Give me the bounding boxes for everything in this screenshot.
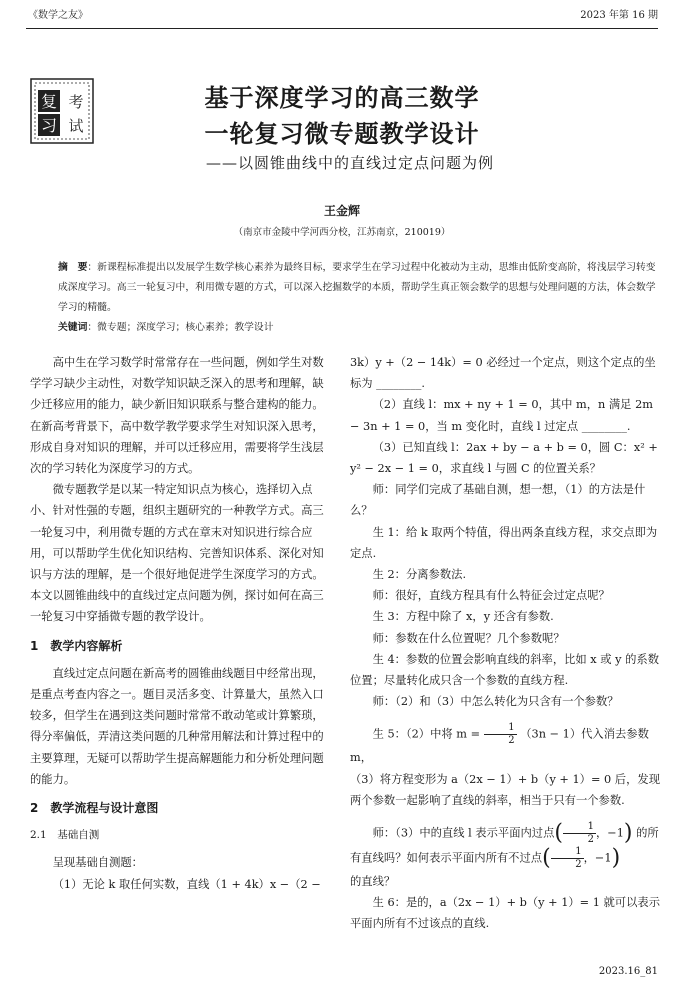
fraction-one-half: $\frac{1}{2}$ (484, 722, 517, 747)
header-rule (26, 28, 658, 29)
dialogue-student-2: 生 2：分离参数法. (372, 568, 467, 582)
article-title-line-1: 基于深度学习的高三数学 (204, 84, 480, 112)
page-footer: 2023.16_81 (598, 966, 658, 977)
section-heading-2: 2 教学流程与设计意图 (30, 801, 159, 816)
keywords-text: ：微专题；深度学习；核心素养；教学设计 (87, 322, 274, 333)
dialogue-student-3: 生 3：方程中除了 x，y 还含有参数. (372, 610, 554, 624)
quiz-intro: 呈现基础自测题： (52, 856, 143, 870)
dialogue-student-6: 生 6：是的，a（2x − 1）+ b（y + 1）= 1 就可以表示平面内所有不过该点的直线. (350, 896, 660, 931)
intro-paragraph-2: 微专题教学是以某一特定知识点为核心，选择切入点小、针对性强的专题，组织主题研究的一种教学方式。高三一轮复习中，利用微专题的方式在章末对知识进行综合应用，可以帮助学生优化知识结构、完善知识体系、深化对知识与方法的理解，是一个很好地促进学生深度学习的方式。本文以圆锥曲线中的直线过定点问题为例，探讨如何在高三一轮复习中穿插微专题的教学设计。 (30, 483, 324, 624)
dialogue-teacher-5: 师：（3）中的直线 l 表示平面内过点( $\frac{1}{2}$ ，−1) 的所有直线吗？如何表示平面内所有不过点( $\frac{1}{2}$ ，−1) (350, 820, 659, 871)
fraction-point-x-2: $\frac{1}{2}$ (551, 846, 584, 871)
dialogue-student-5: 生 5：（2）中将 m = $\frac{1}{2}$ （3n − 1）代入消去参数 m， (350, 722, 649, 765)
quiz-question-3: （3）已知直线 l：2ax + by − a + b = 0，圆 C：x² + y² − 2x − 1 = 0，求直线 l 与圆 C 的位置关系？ (350, 440, 658, 476)
badge-char-kao: 考 (68, 93, 84, 111)
quiz-question-2: （2）直线 l：mx + ny + 1 = 0，其中 m，n 满足 2m − 3n + 1 = 0，当 m 变化时，直线 l 过定点 ________. (350, 398, 653, 433)
badge-char-xi: 习 (40, 116, 58, 135)
badge-char-shi: 试 (68, 117, 84, 135)
dialogue-student-1: 生 1：给 k 取两个特值，得出两条直线方程，求交点即为定点. (350, 525, 658, 560)
dialogue-student-5-cont: （3）将方程变形为 a（2x − 1）+ b（y + 1）= 0 后，发现两个参数一起影响了直线的斜率，相当于只有一个参数. (350, 772, 660, 807)
abstract-label: 摘 要 (58, 262, 88, 273)
dialogue-teacher-4: 师：（2）和（3）中怎么转化为只含有一个参数？ (372, 695, 619, 709)
subsection-heading-2-1: 2.1 基础自测 (30, 829, 100, 842)
dialogue-teacher-3: 师：参数在什么位置呢？几个参数呢？ (372, 631, 565, 645)
right-column (350, 352, 660, 935)
dialogue-teacher-2: 师：很好，直线方程具有什么特征会过定点呢？ (372, 589, 610, 603)
abstract-text: ：新课程标准提出以发展学生数学核心素养为最终目标，要求学生在学习过程中化被动为主动，思维由低阶变高阶，将浅层学习转变成深度学习。高三一轮复习中，利用微专题的方式，可以深入挖掘数学的本质，帮助学生真正领会数学的思想与处理问题的方法，体会数学学习的精髓。 (58, 262, 656, 313)
section-heading-1: 1 教学内容解析 (30, 638, 123, 653)
review-exam-badge-icon (30, 78, 94, 144)
left-column (30, 352, 332, 895)
abstract-block (58, 258, 658, 338)
article-title-line-2: 一轮复习微专题教学设计 (204, 120, 480, 148)
dialogue-teacher-5-cont: 的直线？ (350, 875, 396, 889)
abstract (58, 258, 658, 318)
article-subtitle: ——以圆锥曲线中的直线过定点问题为例 (205, 154, 494, 172)
intro-paragraph-1: 高中生在学习数学时常常存在一些问题，例如学生对数学学习缺少主动性，对数学知识缺乏深入的思考和理解，缺少迁移应用的能力，缺少新旧知识联系与整合建构的能力。在新高考背景下，高中数学教学要求学生对知识深入思考，形成自身对知识的理解，并可以迁移应用，需要将学生浅层次的学习转化为深度学习的方式。 (30, 356, 324, 476)
section-1-paragraph: 直线过定点问题在新高考的圆锥曲线题目中经常出现，是重点考查内容之一。题目灵活多变、计算量大，虽然入口较多，但学生在遇到这类问题时常常不敢动笔或计算繁琐，得分率偏低，弄清这类问题的几种常用解法和计算过程中的主要算理，无疑可以帮助学生提高解题能力和分析处理问题的能力。 (30, 666, 324, 786)
keywords-label: 关键词 (58, 322, 88, 333)
keywords (58, 318, 658, 338)
author-affiliation: （南京市金陵中学河西分校，江苏南京，210019） (233, 227, 451, 238)
journal-name: 《数学之友》 (28, 10, 88, 21)
quiz-question-1-start: （1）无论 k 取任何实数，直线（1 + 4k）x −（2 − (52, 877, 321, 891)
dialogue-student-4: 生 4：参数的位置会影响直线的斜率，比如 x 或 y 的系数位置；尽量转化成只含一个参数的直线方程. (350, 652, 660, 688)
quiz-question-1-end: 3k）y +（2 − 14k）= 0 必经过一个定点，则这个定点的坐标为 ________. (350, 356, 656, 391)
badge-char-fu: 复 (40, 92, 58, 111)
dialogue-teacher-1: 师：同学们完成了基础自测，想一想，（1）的方法是什么？ (350, 483, 646, 518)
fraction-point-x: $\frac{1}{2}$ (563, 821, 596, 846)
author-name: 王金辉 (323, 204, 360, 218)
issue-number: 2023 年第 16 期 (580, 10, 658, 21)
